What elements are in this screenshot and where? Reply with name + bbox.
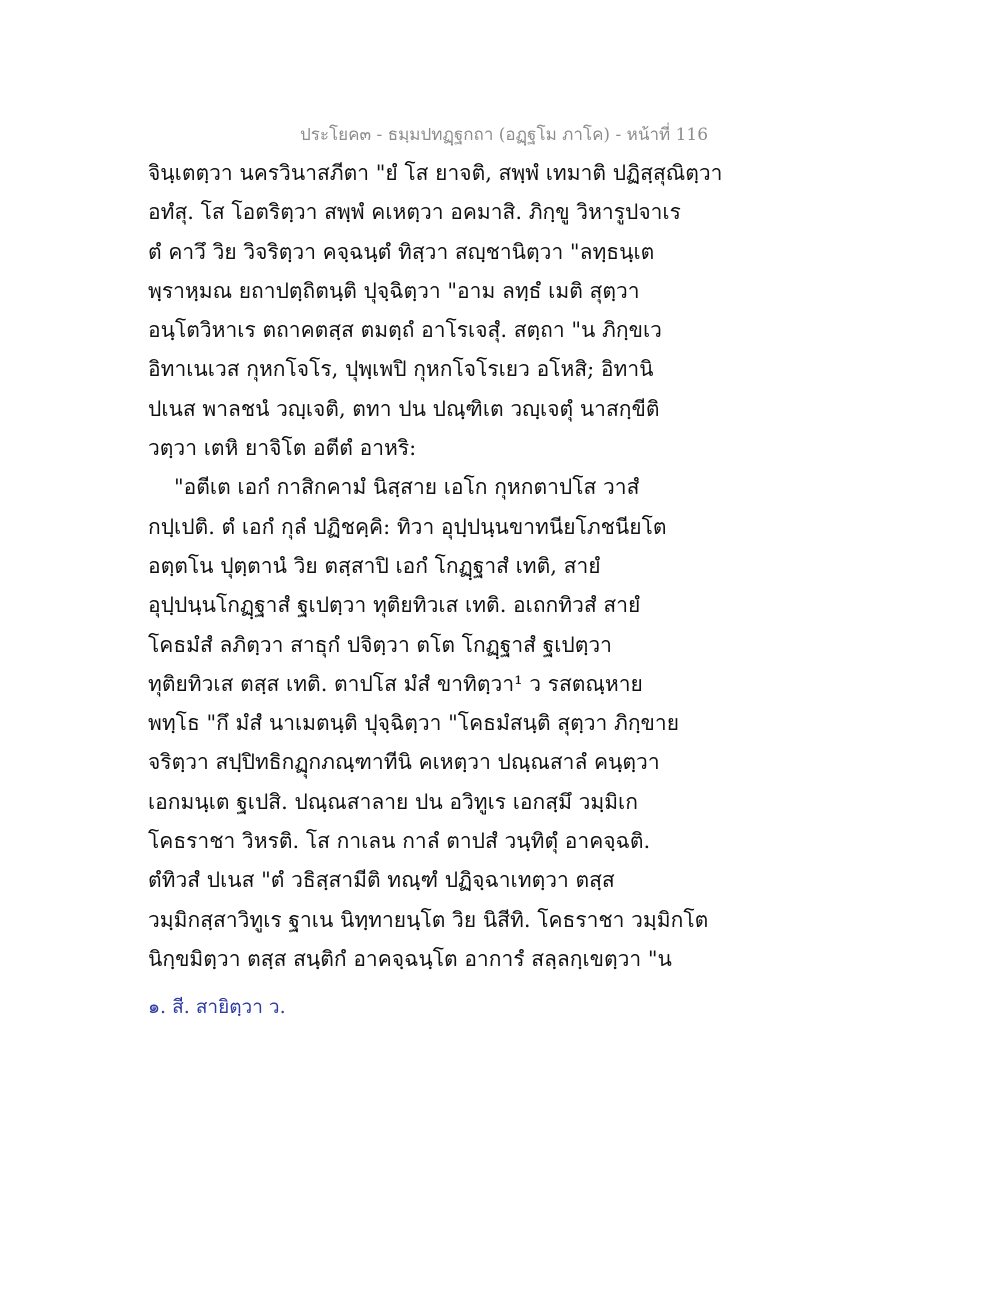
text-line: พทฺโธ "กึ มํสํ นาเมตนฺติ ปุจฺฉิตฺวา "โคธมํสนฺติ สุตฺวา ภิกฺขาย [148,711,680,736]
text-line: ทุติยทิวเส ตสฺส เทติ. ตาปโส มํสํ ขาทิตฺวา¹ ว รสตณฺหาย [148,671,643,696]
text-line: นิกฺขมิตฺวา ตสฺส สนฺติกํ อาคจฺฉนฺโต อาการํ สลฺลกฺเขตฺวา "น [148,946,672,971]
text-line: อตฺตโน ปุตฺตานํ วิย ตสฺสาปิ เอกํ โกฏฺฐาสํ เทติ, สายํ [148,553,601,578]
text-line: วตฺวา เตหิ ยาจิโต อตีตํ อาหริ: [148,436,417,461]
footnote: ๑. สี. สายิตฺวา ว. [148,996,286,1018]
text-line: ตํทิวสํ ปเนส "ตํ วธิสฺสามีติ ทณฺฑํ ปฏิจฺฉาเทตฺวา ตสฺส [148,868,615,893]
text-line: จริตฺวา สปฺปิทธิกฏุกภณฺฑาทีนิ คเหตฺวา ปณฺณสาลํ คนฺตฺวา [148,750,660,775]
text-line: โคธมํสํ ลภิตฺวา สาธุกํ ปจิตฺวา ตโต โกฏฺฐาสํ ฐเปตฺวา [148,632,612,657]
paragraph-first-line: "อตีเต เอกํ กาสิกคามํ นิสฺสาย เอโก กุหกตาปโส วาสํ [174,475,640,500]
text-line: ปเนส พาลชนํ วญฺเจติ, ตทา ปน ปณฺฑิเต วญฺเจตุํ นาสกฺขีติ [148,396,660,421]
text-line: อิทาเนเวส กุหกโจโร, ปุพฺเพปิ กุหกโจโรเยว อโหสิ; อิทานิ [148,357,654,382]
running-header: ประโยค๓ - ธมฺมปทฏฺฐกถา (อฏฺฐโม ภาโค) - หน้าที่ 116 [300,125,709,145]
text-line: พฺราหฺมณ ยถาปตฺถิตนฺติ ปุจฺฉิตฺวา "อาม ลทฺธํ เมติ สุตฺวา [148,278,640,303]
text-line: เอกมนฺเต ฐเปสิ. ปณฺณสาลาย ปน อวิทูเร เอกสฺมึ วมฺมิเก [148,789,638,814]
text-line: กปฺเปติ. ตํ เอกํ กุลํ ปฏิชคฺคิ: ทิวา อุปฺปนฺนขาทนียโภชนียโต [148,514,667,539]
text-line: โคธราชา วิหรติ. โส กาเลน กาลํ ตาปสํ วนฺทิตุํ อาคจฺฉติ. [148,829,651,854]
text-line: อุปฺปนฺนโกฏฺฐาสํ ฐเปตฺวา ทุติยทิวเส เทติ. อเถกทิวสํ สายํ [148,593,641,618]
text-line: อทํสุ. โส โอตริตฺวา สพฺพํ คเหตฺวา อคมาสิ. ภิกฺขู วิหารูปจาเร [148,200,681,225]
text-line: ตํ คาวึ วิย วิจริตฺวา คจฺฉนฺตํ ทิสฺวา สญฺชานิตฺวา "ลทฺธนฺเต [148,239,655,264]
text-line: จินฺเตตฺวา นครวินาสภีตา "ยํ โส ยาจติ, สพฺพํ เทมาติ ปฏิสฺสุณิตฺวา [148,161,723,185]
text-line: อนฺโตวิหาเร ตถาคตสฺส ตมตฺถํ อาโรเจสุํ. สตฺถา "น ภิกฺขเว [148,318,662,343]
text-line: วมฺมิกสฺสาวิทูเร ฐาเน นิทฺทายนฺโต วิย นิสีทิ. โคธราชา วมฺมิกโต [148,907,709,932]
body-text [148,154,723,979]
